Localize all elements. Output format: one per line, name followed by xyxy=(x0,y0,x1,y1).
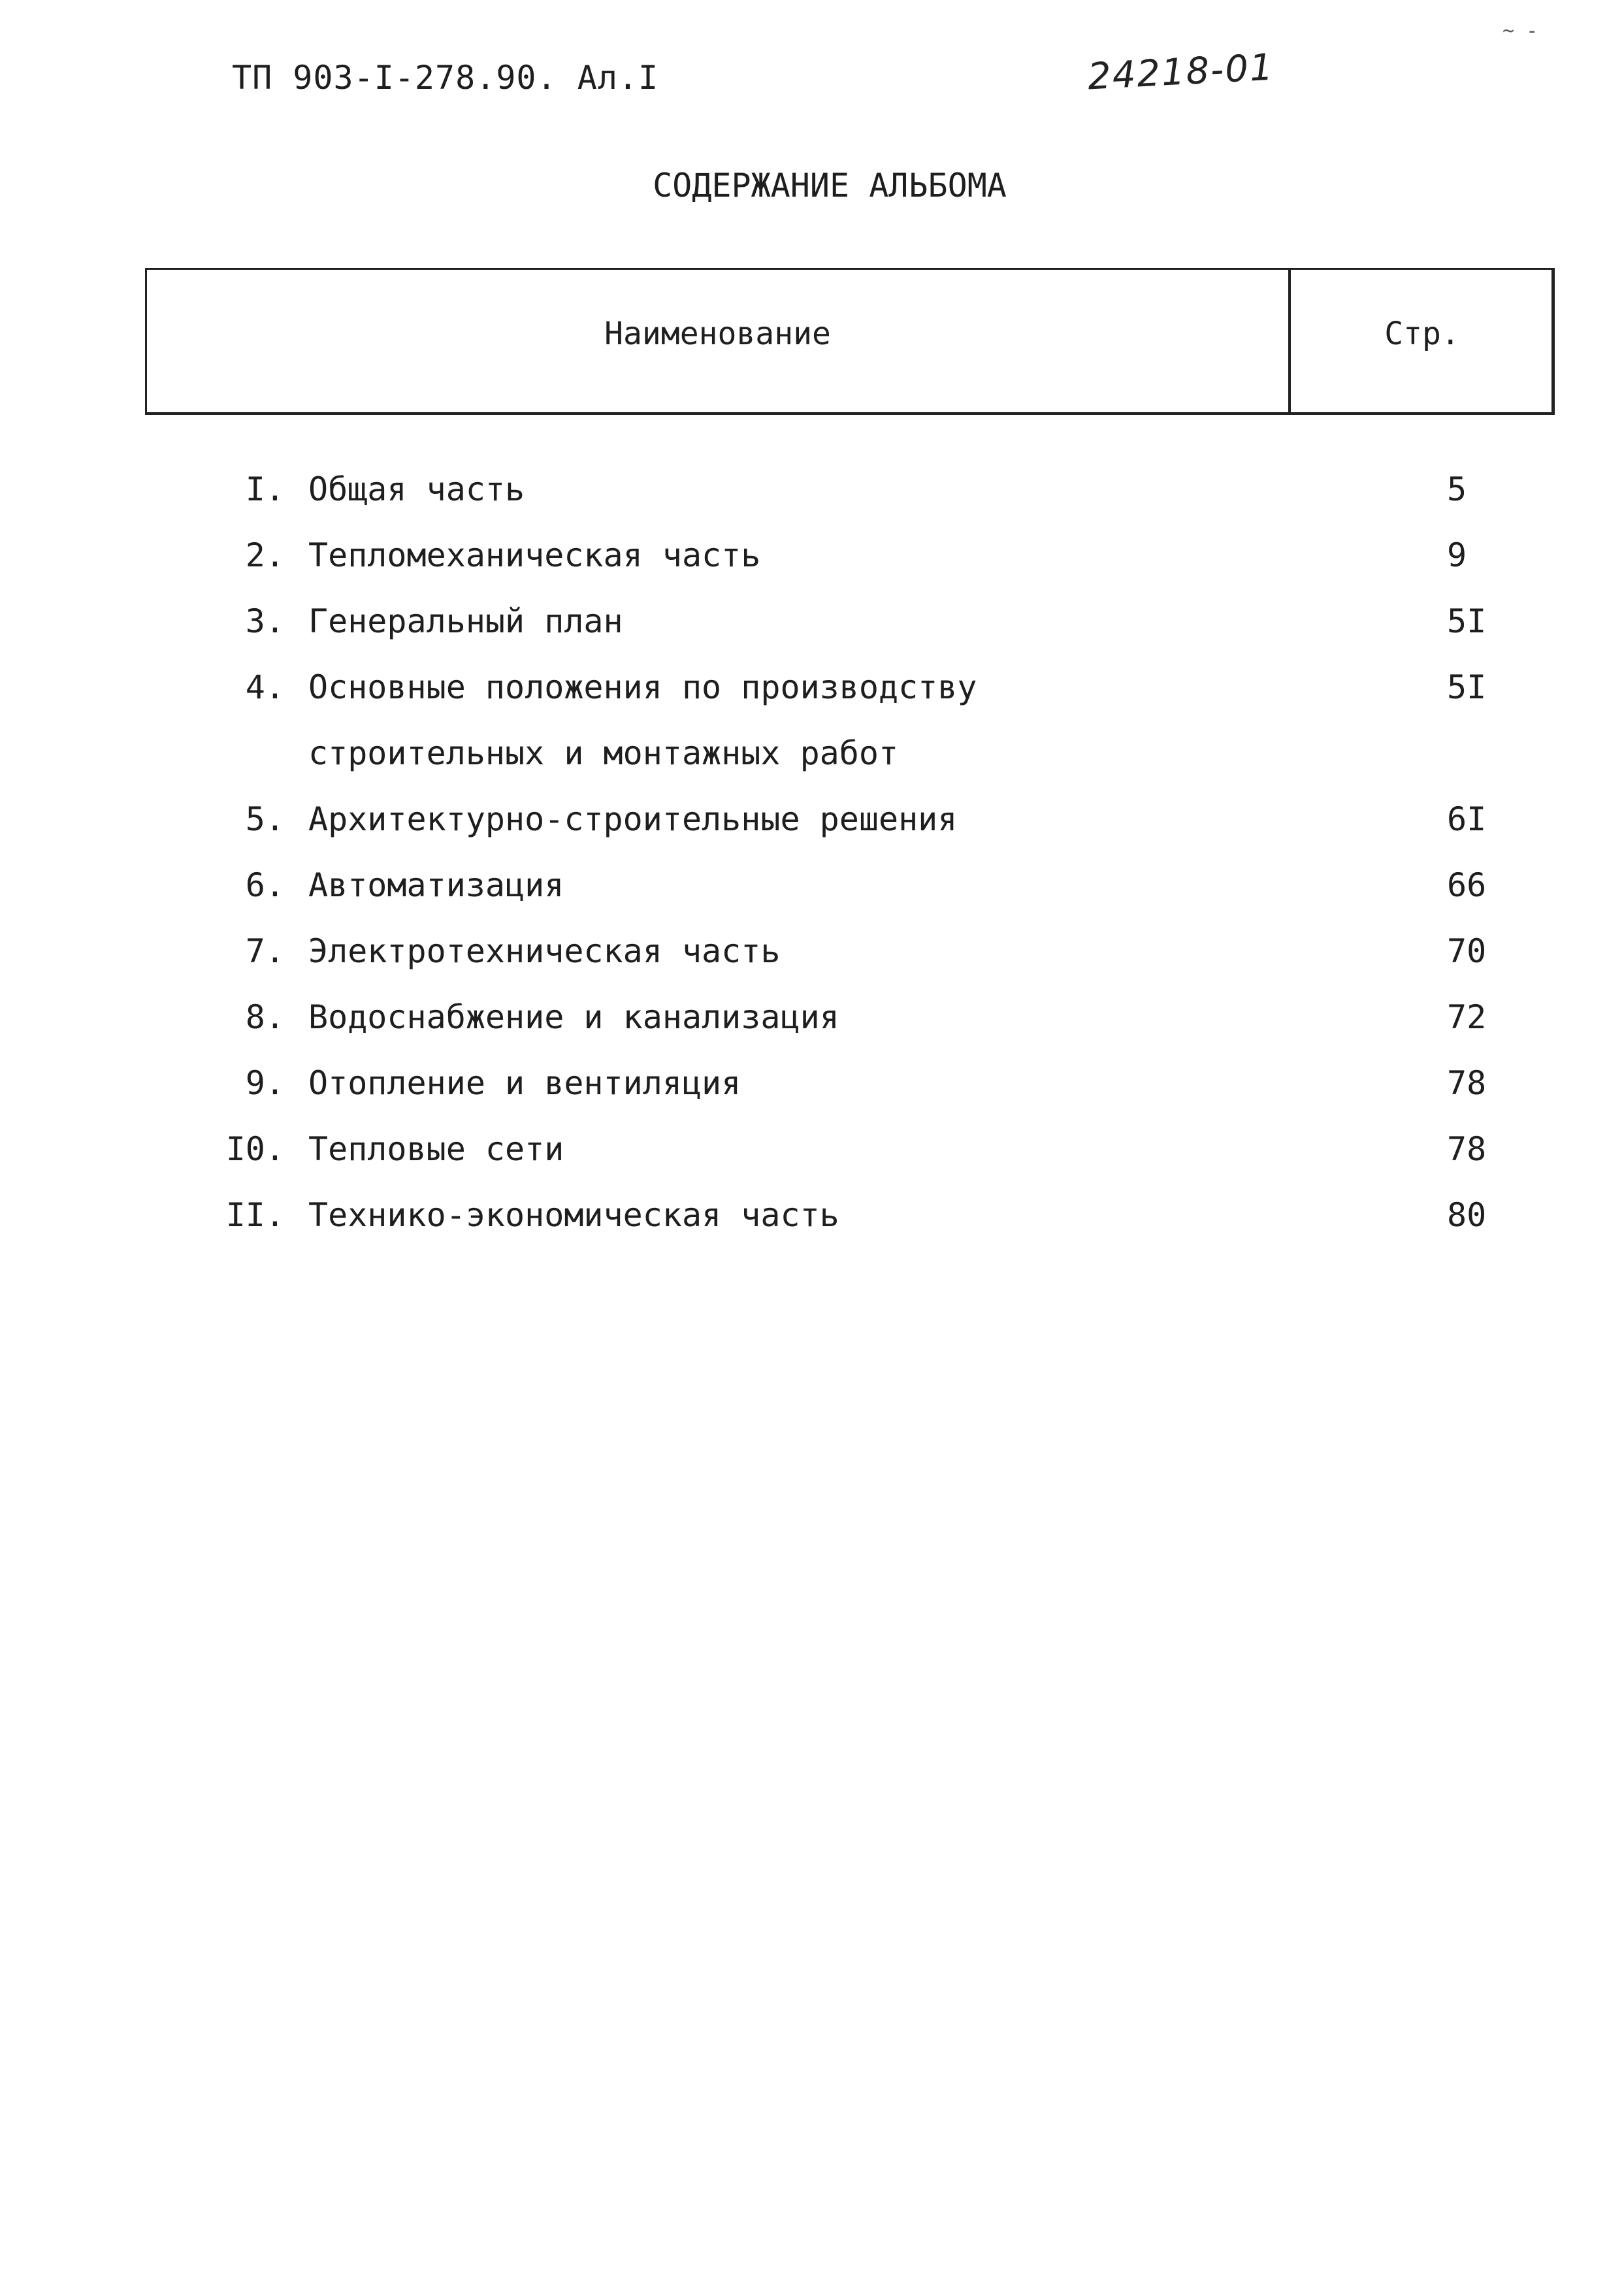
toc-row xyxy=(0,1064,1624,1130)
toc-number: 4. xyxy=(245,668,285,706)
table-header xyxy=(145,268,1555,415)
toc-title: Основные положения по производству xyxy=(308,668,977,706)
corner-mark: ~ - xyxy=(1502,20,1538,42)
toc-page: 72 xyxy=(1447,998,1487,1036)
toc-number: I. xyxy=(245,470,285,508)
column-header-name: Наименование xyxy=(604,316,831,352)
toc-number: I0. xyxy=(225,1130,285,1168)
toc-page: 5I xyxy=(1447,668,1487,706)
toc-page: 80 xyxy=(1447,1196,1487,1234)
toc-row xyxy=(0,536,1624,602)
toc-page: 6I xyxy=(1447,800,1487,838)
toc-row xyxy=(0,602,1624,668)
toc-number: 8. xyxy=(245,998,285,1036)
toc-page: 5I xyxy=(1447,602,1487,640)
toc-title: Технико-экономическая часть xyxy=(308,1196,839,1234)
toc-title: Тепломеханическая часть xyxy=(308,536,761,574)
toc-title: Архитектурно-строительные решения xyxy=(308,800,958,838)
toc-title: Отопление и вентиляция xyxy=(308,1064,741,1102)
toc-row xyxy=(0,470,1624,536)
toc-title: Генеральный план xyxy=(308,602,623,640)
document-code: ТП 903-I-278.90. Ал.I xyxy=(232,59,659,97)
toc-row xyxy=(0,866,1624,932)
toc-number: 9. xyxy=(245,1064,285,1102)
toc-page: 66 xyxy=(1447,866,1487,904)
toc-row xyxy=(0,800,1624,866)
toc-row xyxy=(0,668,1624,734)
toc-row xyxy=(0,1196,1624,1262)
toc-number: 2. xyxy=(245,536,285,574)
inventory-number: 24218-01 xyxy=(1086,46,1276,99)
toc-row xyxy=(0,1130,1624,1196)
toc-number: 5. xyxy=(245,800,285,838)
toc-number: 6. xyxy=(245,866,285,904)
toc-page: 78 xyxy=(1447,1130,1487,1168)
toc-page: 5 xyxy=(1447,470,1467,508)
toc-title: Общая часть xyxy=(308,470,525,508)
toc-title: Электротехническая часть xyxy=(308,932,781,970)
toc-number: 3. xyxy=(245,602,285,640)
toc-title: Автоматизация xyxy=(308,866,564,904)
toc-row xyxy=(0,998,1624,1064)
toc-number: 7. xyxy=(245,932,285,970)
toc-row xyxy=(0,932,1624,998)
column-header-page: Стр. xyxy=(1384,316,1460,352)
toc-page: 70 xyxy=(1447,932,1487,970)
toc-page: 9 xyxy=(1447,536,1467,574)
toc-row-continuation xyxy=(0,734,1624,800)
page-title: СОДЕРЖАНИЕ АЛЬБОМА xyxy=(653,167,1007,204)
toc-title: Тепловые сети xyxy=(308,1130,564,1168)
toc-title: Водоснабжение и канализация xyxy=(308,998,839,1036)
toc-page: 78 xyxy=(1447,1064,1487,1102)
toc-number: II. xyxy=(225,1196,285,1234)
toc-title: строительных и монтажных работ xyxy=(308,734,899,772)
table-of-contents xyxy=(0,470,1624,1262)
